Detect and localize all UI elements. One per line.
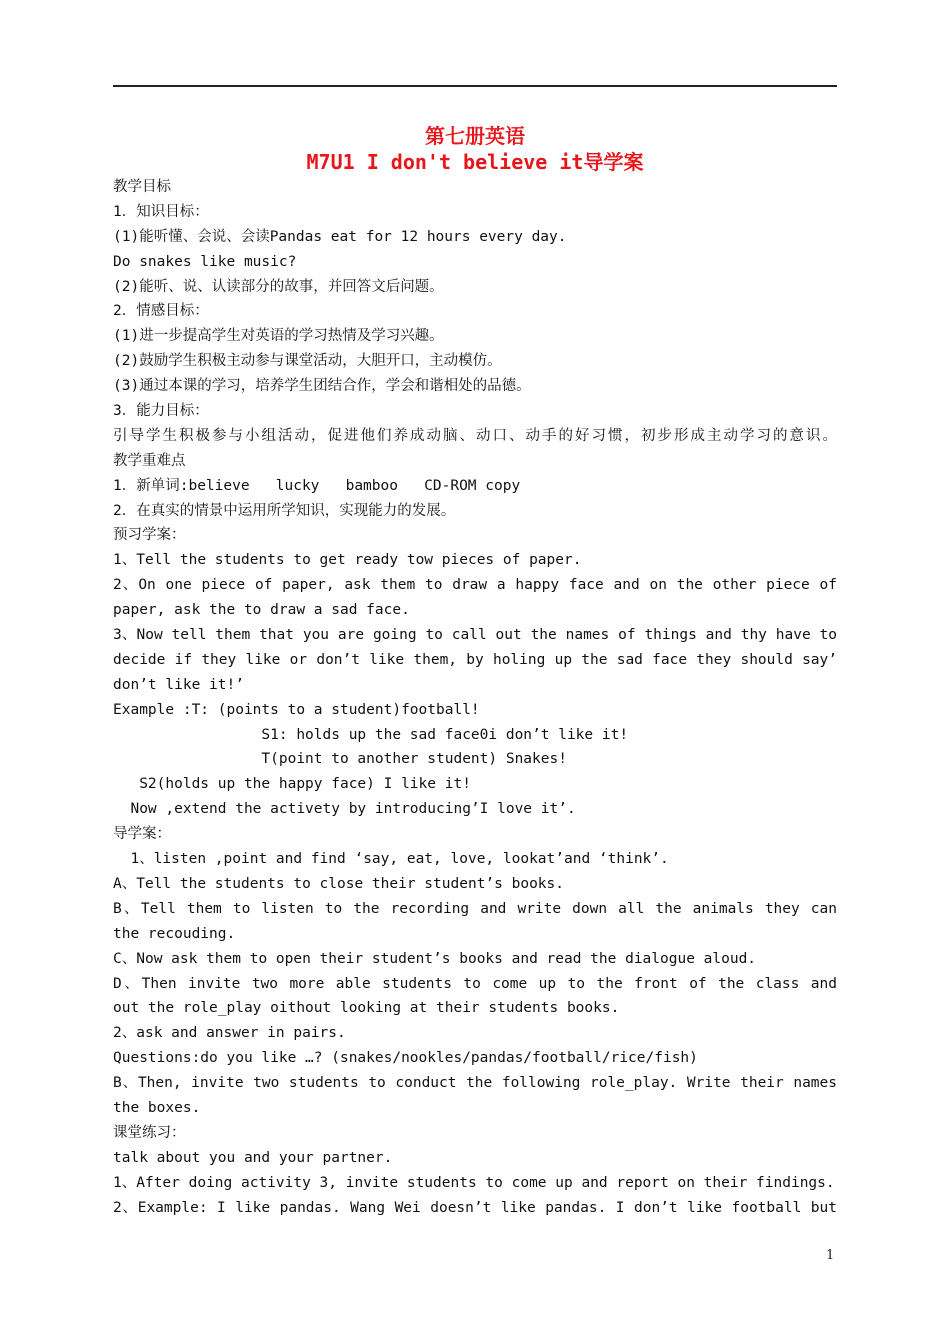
text-line: C、Now ask them to open their student’s books and read the dialogue aloud. — [113, 950, 757, 967]
text-line: 教学重难点 — [113, 452, 186, 469]
text-line: B、Then, invite two students to conduct the following role_play. Write their names — [113, 1075, 837, 1092]
text-line: 2．情感目标： — [113, 303, 209, 320]
text-line: A、Tell the students to close their student’s books. — [113, 875, 564, 892]
text-line: 3、Now tell them that you are going to call out the names of things and thy have to — [113, 627, 837, 644]
text-line: 教学目标 — [113, 179, 171, 195]
text-line: (2)能听、说、认读部分的故事，并回答文后问题。 — [113, 278, 444, 295]
text-line: the boxes. — [113, 1099, 201, 1116]
document-body — [113, 175, 837, 1220]
text-line: 1．新单词:believe lucky bamboo CD-ROM copy — [113, 477, 521, 494]
text-line: out the role_play oithout looking at their students books. — [113, 1000, 620, 1017]
text-line: S2(holds up the happy face) I like it! — [113, 776, 471, 793]
text-line: 课堂练习： — [113, 1124, 186, 1141]
text-line: 2、Example: I like pandas. Wang Wei doesn’t like pandas. I don’t like football but — [113, 1199, 837, 1216]
text-line: T(point to another student) Snakes! — [113, 751, 567, 768]
text-line: S1: holds up the sad face0i don’t like it! — [113, 726, 629, 743]
header-rule — [113, 85, 837, 87]
text-line: Now ,extend the activety by introducing’I love it’. — [113, 801, 576, 818]
text-line: B、Tell them to listen to the recording and write down all the animals they can — [113, 900, 837, 917]
text-line: decide if they like or don’t like them, by holing up the sad face they should say’ — [113, 651, 837, 668]
page-number: 1 — [826, 1248, 835, 1263]
text-line: 2、On one piece of paper, ask them to draw a happy face and on the other piece of — [113, 577, 837, 594]
text-line: 1．知识目标： — [113, 203, 209, 220]
text-line: Example :T: (points to a student)football! — [113, 701, 480, 718]
text-line: paper, ask the to draw a sad face. — [113, 602, 410, 619]
text-line: 导学案： — [113, 826, 171, 843]
text-line: Do snakes like music? — [113, 253, 297, 270]
text-line: 3．能力目标： — [113, 403, 209, 420]
text-line: (2)鼓励学生积极主动参与课堂活动，大胆开口，主动模仿。 — [113, 353, 502, 370]
text-line: the recouding. — [113, 925, 236, 942]
text-line: 预习学案： — [113, 527, 186, 544]
text-line: don’t like it!’ — [113, 676, 244, 693]
text-line: 2、ask and answer in pairs. — [113, 1025, 346, 1042]
text-line: talk about you and your partner. — [113, 1149, 393, 1166]
title-line-1: 第七册英语 — [425, 124, 525, 148]
text-line: 1、listen ,point and find ‘say, eat, love, lookat’and ‘think’. — [113, 851, 669, 868]
text-line: (3)通过本课的学习，培养学生团结合作，学会和谐相处的品德。 — [113, 378, 531, 395]
text-line: 1、Tell the students to get ready tow pieces of paper. — [113, 552, 582, 569]
text-line: (1)能听懂、会说、会读Pandas eat for 12 hours every day. — [113, 228, 567, 245]
text-line: 引导学生积极参与小组活动，促进他们养成动脑、动口、动手的好习惯，初步形成主动学习的意识。 — [113, 427, 837, 444]
text-line: 2．在真实的情景中运用所学知识，实现能力的发展。 — [113, 502, 456, 519]
text-line: 1、After doing activity 3, invite students to come up and report on their findings. — [113, 1174, 835, 1191]
text-line: Questions:do you like …? (snakes/nookles/pandas/football/rice/fish) — [113, 1050, 698, 1067]
text-line: (1)进一步提高学生对英语的学习热情及学习兴趣。 — [113, 328, 444, 345]
text-line: D、Then invite two more able students to come up to the front of the class and — [113, 975, 837, 992]
title-line-2: M7U1 I don't believe it导学案 — [306, 150, 644, 174]
